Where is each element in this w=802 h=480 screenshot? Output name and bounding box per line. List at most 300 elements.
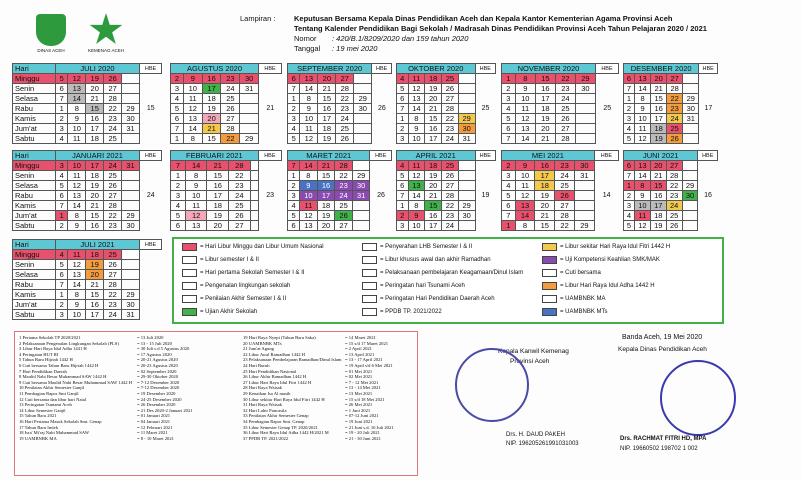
date-cell: 5 (397, 84, 409, 94)
date-cell: 28 (104, 94, 122, 104)
note-line: = 8 - 10 Maret 2021 (137, 435, 174, 441)
date-cell: 21 (535, 134, 555, 144)
date-cell: 17 (317, 191, 335, 201)
date-cell: 15 (202, 134, 221, 144)
date-cell: 11 (515, 181, 535, 191)
nomor-label: Nomor (294, 34, 317, 43)
date-cell: 7 (397, 104, 409, 114)
date-cell: 15 (651, 94, 667, 104)
date-cell: 24 (336, 114, 354, 124)
date-cell: 19 (318, 134, 336, 144)
note-line: = 15 s/d 17 Maret 2021 (345, 340, 389, 346)
date-cell: 18 (207, 201, 229, 211)
date-cell: 22 (336, 94, 354, 104)
table-row (13, 270, 162, 280)
date-cell: 19 (535, 114, 555, 124)
hbe-label: HBE (372, 64, 392, 74)
legend-swatch-icon (542, 243, 557, 251)
month-calendar (170, 150, 282, 231)
date-cell: 9 (408, 124, 425, 134)
legend-item (182, 243, 324, 251)
date-cell: 6 (56, 84, 68, 94)
date-cell (352, 211, 370, 221)
date-cell: 5 (56, 74, 68, 84)
note-line: = 13 - 14 Mei 2021 (345, 385, 381, 391)
date-cell: 26 (555, 191, 575, 201)
hbe-value: 25 (481, 105, 490, 113)
date-cell (682, 211, 698, 221)
date-cell: 16 (651, 104, 667, 114)
date-cell (458, 171, 475, 181)
date-cell (575, 104, 595, 114)
date-cell: 24 (555, 94, 575, 104)
legend-item (362, 295, 495, 303)
note-line: 2 Pelaksanaan Pengenalan Lingkungan Sekolah (PLS) (19, 340, 119, 346)
date-cell: 18 (86, 134, 104, 144)
date-cell: 9 (68, 300, 86, 310)
date-cell: 18 (535, 181, 555, 191)
date-cell: 2 (56, 300, 68, 310)
date-cell (354, 114, 372, 124)
hbe-label: HBE (140, 151, 162, 161)
date-cell: 7 (502, 211, 516, 221)
date-cell: 13 (515, 201, 535, 211)
date-cell: 8 (515, 221, 535, 231)
date-cell: 26 (221, 104, 240, 114)
date-cell: 19 (86, 181, 104, 191)
note-line: 22 Libur Awal Ramadhan 1442 H (243, 351, 305, 357)
date-cell: 21 (425, 191, 442, 201)
date-cell: 7 (171, 161, 186, 171)
date-cell: 24 (555, 171, 575, 181)
date-cell (458, 161, 475, 171)
legend-swatch-icon (362, 282, 377, 290)
note-line: = 15 s/d 18 Mei 2021 (345, 396, 385, 402)
date-cell: 30 (122, 114, 140, 124)
date-cell: 1 (56, 104, 68, 114)
date-cell: 22 (666, 181, 682, 191)
note-line: 25 Hari Pendidikan Nasional (243, 368, 297, 374)
date-cell: 28 (667, 84, 683, 94)
date-cell: 31 (574, 171, 594, 181)
date-cell: 10 (185, 191, 207, 201)
legend-label: = PPDB TP. 2021/2022 (380, 309, 442, 315)
month-title: OKTOBER 2020 (397, 64, 476, 74)
hbe-value: 26 (377, 192, 385, 200)
hbe-label: HBE (140, 240, 162, 250)
date-cell: 7 (502, 134, 516, 144)
date-cell: 6 (56, 270, 68, 280)
date-cell: 27 (336, 74, 354, 84)
date-cell: 7 (56, 201, 68, 211)
date-cell: 27 (442, 94, 459, 104)
date-cell: 7 (288, 84, 300, 94)
date-cell: 22 (335, 171, 353, 181)
date-cell: 2 (56, 221, 68, 231)
month-title: JUNI 2021 (624, 151, 698, 161)
date-cell: 27 (442, 181, 459, 191)
date-cell: 21 (425, 104, 442, 114)
date-cell: 14 (185, 161, 207, 171)
date-cell: 29 (122, 104, 140, 114)
date-cell: 27 (221, 114, 240, 124)
day-name: Senin (13, 260, 56, 270)
note-line: = 04 Januari 2021 (137, 418, 171, 424)
date-cell: 14 (634, 171, 650, 181)
date-cell: 7 (171, 124, 184, 134)
table-row (13, 250, 162, 260)
date-cell: 6 (397, 181, 409, 191)
date-cell: 5 (624, 134, 635, 144)
day-name: Minggu (13, 161, 56, 171)
date-cell: 20 (535, 201, 555, 211)
date-cell: 4 (624, 124, 635, 134)
date-cell: 21 (535, 211, 555, 221)
legend-swatch-icon (182, 282, 197, 290)
date-cell: 2 (397, 124, 409, 134)
note-line: 37 PPDB TP. 2021/2022 (243, 435, 289, 441)
date-cell: 23 (442, 124, 459, 134)
date-cell: 16 (535, 161, 555, 171)
date-cell: 26 (666, 221, 682, 231)
date-cell: 19 (650, 221, 666, 231)
date-cell: 9 (183, 74, 202, 84)
date-cell: 24 (335, 191, 353, 201)
table-row (171, 74, 282, 84)
hbe-label: HBE (698, 151, 718, 161)
note-line: 20 UAMBNBK MTs (243, 340, 282, 346)
date-cell: 17 (86, 310, 104, 320)
date-cell: 26 (555, 114, 575, 124)
date-cell: 2 (397, 211, 409, 221)
date-cell (250, 181, 258, 191)
legend-label: = Pengenalan lingkungan sekolah (200, 283, 291, 289)
date-cell (682, 201, 698, 211)
date-cell: 25 (104, 250, 122, 260)
note-line: 28 Hari Raya Waisak (243, 385, 282, 391)
date-cell: 2 (502, 84, 516, 94)
date-cell: 13 (300, 221, 318, 231)
note-line: 19 UAMBNBK MA (19, 435, 57, 441)
date-cell: 12 (634, 221, 650, 231)
date-cell: 24 (442, 221, 459, 231)
note-line: 16 Hari Pertama Masuk Sekolah Smt. Genap (19, 418, 102, 424)
date-cell: 8 (185, 171, 207, 181)
table-row (13, 201, 162, 211)
date-cell (352, 221, 370, 231)
date-cell: 12 (183, 104, 202, 114)
note-line: = 24-25 Desember 2020 (137, 396, 182, 402)
date-cell: 1 (56, 211, 68, 221)
hbe-label: HBE (140, 64, 162, 74)
date-cell: 4 (288, 124, 300, 134)
date-cell: 28 (336, 84, 354, 94)
note-line: 34 Pembagian Rapor Smt. Genap (243, 418, 305, 424)
day-name: Kamis (13, 114, 56, 124)
legend-label: = Penyerahan LHB Semester I & II (380, 244, 473, 250)
legend-swatch-icon (182, 243, 197, 251)
date-cell: 26 (229, 211, 251, 221)
date-cell (122, 201, 140, 211)
date-cell (250, 211, 258, 221)
date-cell: 8 (300, 94, 318, 104)
table-row (13, 191, 162, 201)
date-cell: 14 (183, 124, 202, 134)
table-row (13, 161, 162, 171)
date-cell: 18 (86, 250, 104, 260)
date-cell: 15 (317, 171, 335, 181)
legend-label: = Libur khusus awal dan akhir Ramadhan (380, 257, 491, 263)
table-row (288, 161, 392, 171)
date-cell: 22 (104, 211, 122, 221)
note-line: = 11 Maret 2021 (137, 430, 168, 436)
date-cell: 15 (650, 181, 666, 191)
table-row (13, 104, 162, 114)
day-name: Senin (13, 84, 56, 94)
date-cell: 21 (317, 161, 335, 171)
date-cell (354, 74, 372, 84)
date-cell: 20 (317, 221, 335, 231)
date-cell: 3 (397, 221, 409, 231)
note-line: = 13 - 17 April 2021 (345, 357, 383, 363)
date-cell: 23 (555, 161, 575, 171)
date-cell: 30 (575, 84, 595, 94)
month-calendar (396, 150, 496, 231)
month-calendar (396, 63, 496, 144)
date-cell: 21 (86, 201, 104, 211)
date-cell: 10 (300, 191, 318, 201)
date-cell: 26 (335, 211, 353, 221)
day-name: Kamis (13, 201, 56, 211)
note-line: = 7-12 Desember 2020 (137, 379, 180, 385)
date-cell: 10 (183, 84, 202, 94)
date-cell: 19 (207, 211, 229, 221)
date-cell: 19 (86, 74, 104, 84)
date-cell (458, 221, 475, 231)
date-cell: 5 (624, 221, 635, 231)
date-cell: 6 (56, 191, 68, 201)
legend-swatch-icon (542, 282, 557, 290)
date-cell: 23 (336, 104, 354, 114)
date-cell: 18 (535, 104, 555, 114)
date-cell: 11 (68, 134, 86, 144)
legend-label: = Pelaksanaan pembelajaran Keagamaan/Dinul Islam (380, 270, 524, 276)
table-row (171, 161, 282, 171)
date-cell (122, 74, 140, 84)
date-cell (250, 221, 258, 231)
date-cell: 3 (502, 171, 516, 181)
day-name: Sabtu (13, 310, 56, 320)
hbe-value: 14 (602, 192, 611, 200)
hbe-value (140, 250, 162, 320)
left-title-2: Provinsi Aceh (510, 358, 550, 365)
legend-label: = Libur Hari Raya Idul Adha 1442 H (560, 283, 655, 289)
date-cell: 20 (425, 94, 442, 104)
date-cell: 30 (458, 124, 475, 134)
month-title: AGUSTUS 2020 (171, 64, 259, 74)
legend-box (172, 237, 724, 324)
date-cell (250, 171, 258, 181)
note-line: 4 Peringatan HUT RI (19, 351, 59, 357)
note-line: = 02 September 2020 (137, 368, 177, 374)
legend-item (362, 269, 523, 277)
date-cell: 14 (300, 161, 318, 171)
date-cell: 17 (535, 171, 555, 181)
date-cell: 8 (300, 171, 318, 181)
date-cell: 30 (683, 104, 699, 114)
legend-swatch-icon (182, 256, 197, 264)
legend-label: = Uji Kompetensi Keahlian SMK/MAK (560, 257, 660, 263)
date-cell: 16 (535, 84, 555, 94)
date-cell: 2 (624, 104, 635, 114)
date-cell: 15 (207, 171, 229, 181)
date-cell: 23 (667, 104, 683, 114)
notes-box (14, 331, 418, 476)
day-name: Minggu (13, 74, 56, 84)
date-cell: 23 (442, 211, 459, 221)
legend-label: = Peringatan Hari Pendidikan Daerah Aceh (380, 296, 495, 302)
date-cell: 22 (442, 201, 459, 211)
legend-swatch-icon (182, 295, 197, 303)
notes-column (19, 335, 139, 441)
date-cell: 30 (682, 191, 698, 201)
note-line: 35 Libur Semester Genap TP. 2020/2021 (243, 424, 318, 430)
date-cell: 29 (575, 74, 595, 84)
date-cell: 16 (207, 181, 229, 191)
note-line: 23 Pelaksanaan Pembelajaran Ramadhan/Dinul Islam (243, 357, 342, 363)
table-row (13, 84, 162, 94)
month-title: APRIL 2021 (397, 151, 476, 161)
date-cell: 26 (667, 134, 683, 144)
date-cell: 25 (229, 201, 251, 211)
date-cell: 13 (634, 161, 650, 171)
date-cell: 30 (354, 104, 372, 114)
left-nip: NIP. 196205261991031003 (506, 441, 579, 447)
date-cell (250, 191, 258, 201)
note-line: 8 Maulid Nabi Besar Muhammad SAW 1442 H (19, 374, 107, 380)
date-cell: 12 (408, 84, 425, 94)
note-line: = 7-12 Desember 2020 (137, 385, 180, 391)
date-cell: 16 (86, 114, 104, 124)
date-cell: 25 (555, 104, 575, 114)
date-cell: 11 (300, 124, 318, 134)
day-name: Sabtu (13, 221, 56, 231)
date-cell: 14 (515, 211, 535, 221)
date-cell: 28 (666, 171, 682, 181)
date-cell: 12 (68, 181, 86, 191)
date-cell: 3 (502, 94, 516, 104)
date-cell: 13 (408, 181, 425, 191)
date-cell: 24 (104, 124, 122, 134)
date-cell: 25 (104, 171, 122, 181)
date-cell: 25 (221, 94, 240, 104)
legend-item (182, 269, 305, 277)
note-line: = 19 Desember 2020 (137, 390, 176, 396)
date-cell: 1 (171, 171, 186, 181)
date-cell: 16 (86, 300, 104, 310)
table-row (397, 74, 496, 84)
legend-label: = Peringatan hari Tsunami Aceh (380, 283, 465, 289)
legend-swatch-icon (362, 256, 377, 264)
date-cell: 10 (68, 310, 86, 320)
legend-item (362, 243, 472, 251)
hbe-label: HBE (595, 64, 618, 74)
date-cell (458, 84, 475, 94)
month-calendar (623, 150, 718, 231)
right-name: Drs. RACHMAT FITRI HD, MPA (620, 436, 707, 442)
note-line: 31 Hari Raya Waisak (243, 402, 282, 408)
date-cell: 19 (425, 171, 442, 181)
date-cell: 19 (202, 104, 221, 114)
note-line: = 13 Juli 2020 (137, 335, 164, 340)
date-cell: 10 (408, 221, 425, 231)
date-cell: 9 (185, 181, 207, 191)
date-cell (574, 211, 594, 221)
date-cell: 7 (56, 280, 68, 290)
date-cell: 5 (56, 181, 68, 191)
day-name: Selasa (13, 181, 56, 191)
date-cell: 1 (56, 290, 68, 300)
legend-item (542, 308, 608, 316)
date-cell: 8 (635, 94, 651, 104)
date-cell: 20 (651, 74, 667, 84)
date-cell (250, 161, 258, 171)
date-cell: 7 (624, 84, 635, 94)
date-cell: 20 (86, 270, 104, 280)
date-cell: 5 (56, 260, 68, 270)
note-line: 17 Tahun Baru Imlek (19, 424, 59, 430)
date-cell: 14 (408, 104, 425, 114)
date-cell: 23 (104, 300, 122, 310)
date-cell: 4 (502, 181, 516, 191)
date-cell: 4 (288, 201, 300, 211)
kemenag-logo-icon (89, 13, 123, 47)
month-calendar (12, 239, 162, 320)
date-cell (458, 74, 475, 84)
date-cell: 24 (442, 134, 459, 144)
month-calendar (501, 150, 619, 231)
legend-item (182, 256, 259, 264)
date-cell: 28 (229, 161, 251, 171)
note-line: 19 Hari Raya Nyepi (Tahun Baru Saka) (243, 335, 316, 340)
date-cell: 9 (300, 181, 318, 191)
date-cell: 3 (56, 310, 68, 320)
note-line: 11 Pembagian Rapor Smt Ganjil (19, 390, 79, 396)
legend-label: = Penilaian Akhir Semester I & II (200, 296, 287, 302)
date-cell: 15 (425, 201, 442, 211)
date-cell: 18 (425, 74, 442, 84)
note-line: 3 Libur Hari Raya Idul Adha 1441 H (19, 346, 87, 352)
date-cell: 31 (352, 191, 370, 201)
legend-swatch-icon (362, 308, 377, 316)
day-name: Rabu (13, 280, 56, 290)
date-cell (240, 124, 259, 134)
table-row (502, 74, 619, 84)
date-cell: 14 (68, 201, 86, 211)
date-cell: 9 (634, 191, 650, 201)
day-name: Rabu (13, 191, 56, 201)
date-cell (122, 84, 140, 94)
legend-label: = Libur sekitar Hari Raya Idul Fitri 1442 H (560, 244, 671, 250)
date-cell: 7 (288, 161, 300, 171)
date-cell: 31 (458, 134, 475, 144)
date-cell: 17 (535, 94, 555, 104)
date-cell: 10 (635, 114, 651, 124)
date-cell: 20 (650, 161, 666, 171)
date-cell: 28 (555, 211, 575, 221)
date-cell: 21 (651, 84, 667, 94)
note-line: = 21 Juni s.d. 10 Juli 2021 (345, 424, 394, 430)
